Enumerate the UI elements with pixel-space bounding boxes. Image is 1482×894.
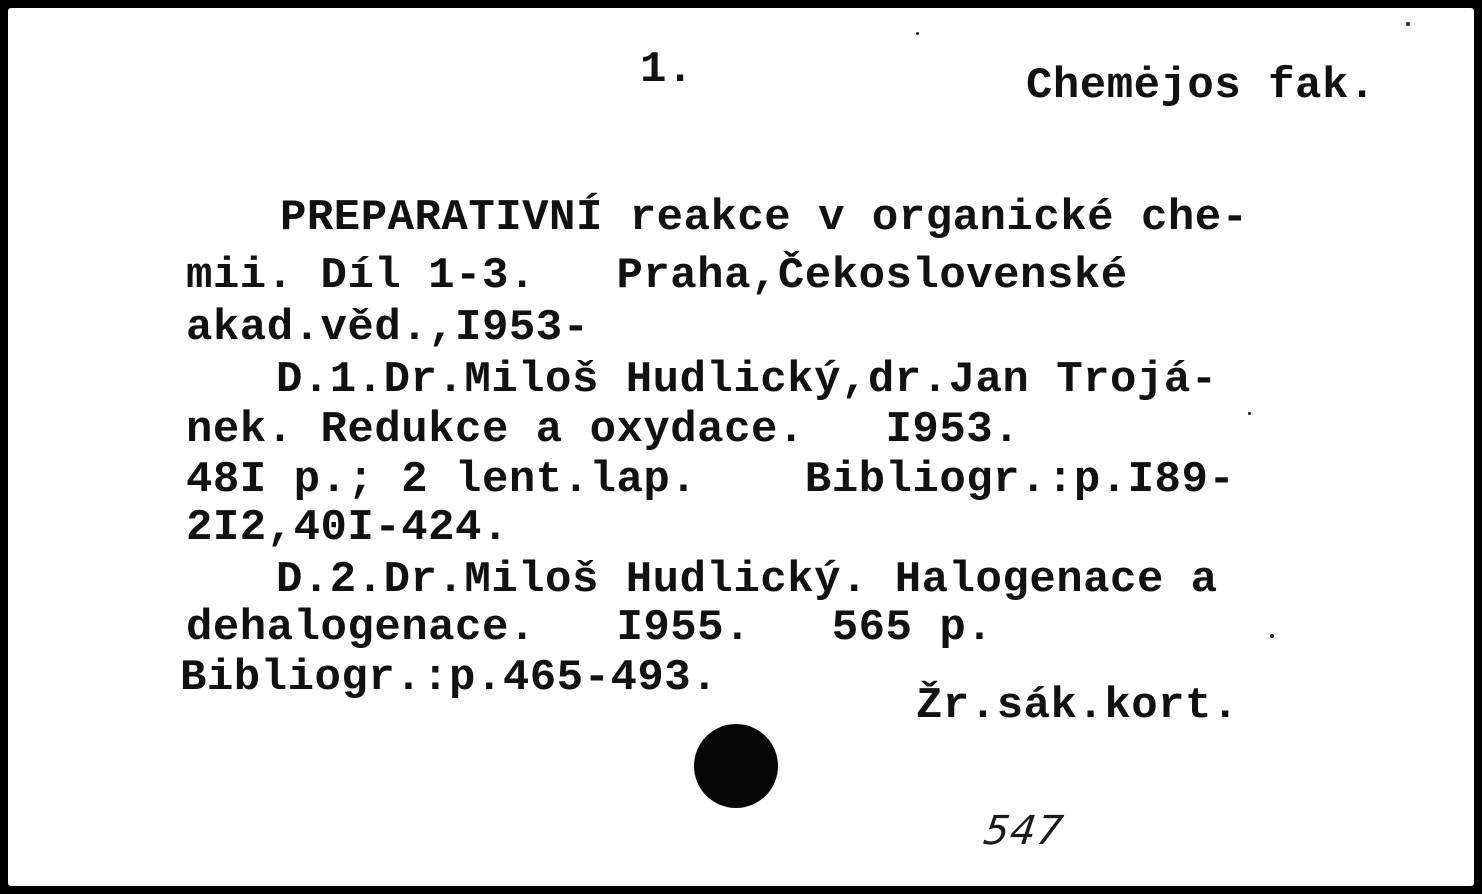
entry-line-8: D.2.Dr.Miloš Hudlický. Halogenace a [276,555,1218,605]
entry-line-10: Bibliogr.:p.465-493. [180,653,719,703]
catalog-card [8,8,1474,886]
handwritten-number: 547 [980,808,1067,854]
entry-line-4: D.1.Dr.Miloš Hudlický,dr.Jan Trojá- [276,355,1218,405]
entry-line-3: akad.věd.,I953- [186,303,590,353]
ink-speck [1248,412,1251,415]
ink-speck [916,32,919,35]
ink-speck [1406,22,1410,26]
location-note: Chemėjos fak. [1026,61,1376,111]
entry-line-5: nek. Redukce a oxydace. I953. [186,405,1021,455]
entry-line-1: PREPARATIVNÍ reakce v organické che- [280,193,1249,243]
entry-line-2: mii. Díl 1-3. Praha,Čekoslovenské [186,251,1128,301]
entry-line-9: dehalogenace. I955. 565 p. [186,603,994,653]
ink-speck [1270,634,1274,638]
punch-hole [694,724,778,808]
source-note: Žr.sák.kort. [916,681,1239,731]
card-number: 1. [640,45,694,95]
entry-line-7: 2I2,40I-424. [186,503,509,553]
entry-line-6: 48I p.; 2 lent.lap. Bibliogr.:p.I89- [186,455,1236,505]
